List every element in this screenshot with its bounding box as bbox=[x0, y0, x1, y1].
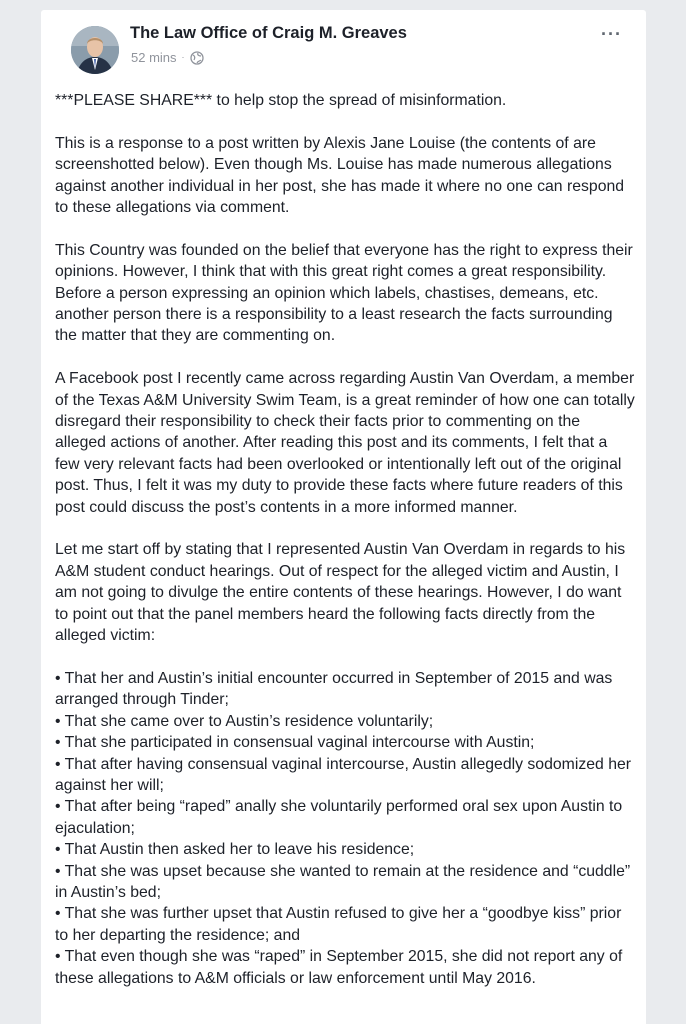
facts-list bbox=[55, 668, 635, 989]
post-paragraph: ***PLEASE SHARE*** to help stop the spread of misinformation. bbox=[55, 92, 507, 109]
list-item: • That she was upset because she wanted to remain at the residence and “cuddle” in Austin’s bed; bbox=[55, 862, 631, 901]
post-paragraph: A Facebook post I recently came across regarding Austin Van Overdam, a member of the Texas A&M University Swim Team, is a great reminder of how one can totally disregard their responsibility to check their facts prior to commenting on the alleged actions of another. After reading this post and its comments, I felt that a few very relevant facts had been overlooked or intentionally left out of the original post. Thus, I felt it was my duty to provide these facts where future readers of this post could discuss the post’s contents in a more informed manner. bbox=[55, 370, 635, 516]
post-header bbox=[55, 10, 632, 80]
list-item: • That her and Austin’s initial encounter occurred in September of 2015 and was arranged through Tinder; bbox=[55, 669, 613, 709]
post-paragraph: This is a response to a post written by Alexis Jane Louise (the contents of are screenshotted below). Even though Ms. Louise has made numerous allegations against another individual in her post, she has made it where no one can respond to these allegations via comment. bbox=[55, 134, 625, 217]
post-paragraph: This Country was founded on the belief that everyone has the right to express their opinions. However, I think that with this great right comes a great responsibility. Before a person expressing an opinion which labels, chastises, demeans, etc. another person there is a responsibility to a least research the facts surrounding the matter that they are commenting on. bbox=[55, 241, 633, 345]
post-body bbox=[55, 90, 635, 989]
globe-icon[interactable] bbox=[190, 51, 204, 65]
post-card bbox=[41, 10, 646, 1024]
list-item: • That even though she was “raped” in September 2015, she did not report any of these allegations to A&M officials or law enforcement until May 2016. bbox=[55, 948, 623, 987]
avatar[interactable] bbox=[71, 26, 119, 74]
post-meta bbox=[131, 50, 204, 65]
post-paragraph: Let me start off by stating that I represented Austin Van Overdam in regards to his A&M student conduct hearings. Out of respect for the alleged victim and Austin, I am not going to divulge the entire contents of these hearings. However, I do want to point out that the panel members heard the following facts directly from the alleged victim: bbox=[55, 541, 626, 645]
more-options-icon[interactable]: ··· bbox=[601, 24, 622, 44]
list-item: • That she came over to Austin’s residence voluntarily; bbox=[55, 712, 434, 730]
author-name[interactable]: The Law Office of Craig M. Greaves bbox=[130, 24, 407, 42]
meta-separator: · bbox=[181, 52, 185, 62]
list-item: • That after being “raped” anally she voluntarily performed oral sex upon Austin to ejaculation; bbox=[55, 798, 623, 837]
list-item: • That she was further upset that Austin refused to give her a “goodbye kiss” prior to her departing the residence; and bbox=[55, 905, 622, 944]
list-item: • That after having consensual vaginal intercourse, Austin allegedly sodomized her against her will; bbox=[55, 755, 632, 794]
post-timestamp[interactable]: 52 mins bbox=[131, 50, 177, 65]
list-item: • That Austin then asked her to leave his residence; bbox=[55, 841, 415, 859]
list-item: • That she participated in consensual vaginal intercourse with Austin; bbox=[55, 734, 535, 752]
